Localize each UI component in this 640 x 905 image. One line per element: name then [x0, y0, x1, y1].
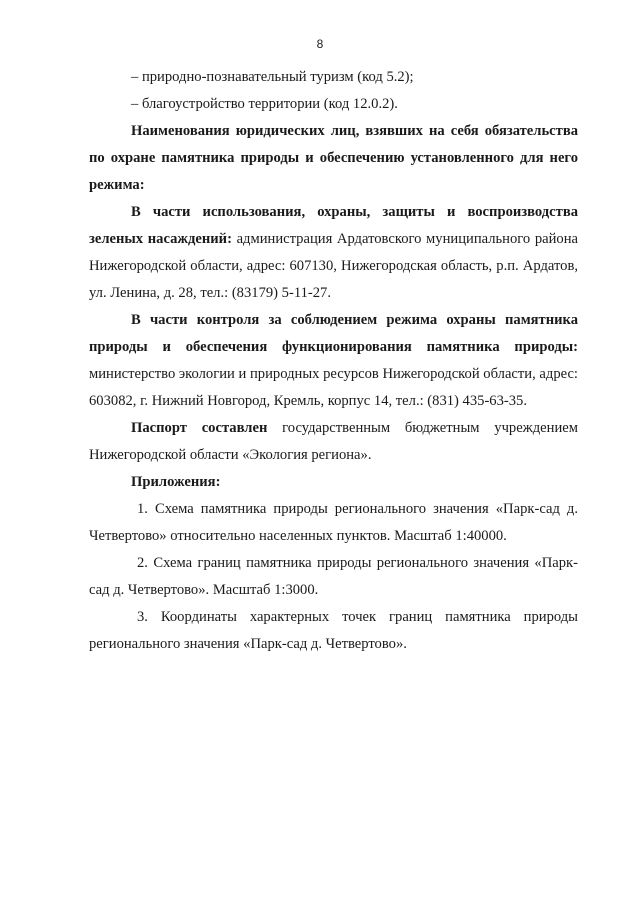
- passport-paragraph: [89, 415, 578, 469]
- control-text: министерство экологии и природных ресурсов Нижегородской области, адрес: 603082, г. Нижний Новгород, Кремль, корпус 14, тел.: (831) 435-63-35.: [89, 366, 578, 409]
- list-item-tourism: – природно-познавательный туризм (код 5.2);: [131, 69, 414, 85]
- appendices-heading: [89, 469, 578, 496]
- legal-entities-heading-text: Наименования юридических лиц, взявших на себя обязательства по охране памятника природы и обеспечению установленного для него режима:: [89, 123, 578, 193]
- greenery-text: администрация Ардатовского муниципального района Нижегородской области, адрес: 607130, Нижегородская область, р.п. Ардатов, ул. Ленина, д. 28, тел.: (83179) 5-11-27.: [89, 231, 578, 301]
- appendices-heading-text: Приложения:: [131, 474, 221, 490]
- legal-entities-heading: [89, 118, 578, 199]
- control-paragraph: [89, 307, 578, 415]
- appendix-item-3: 3. Координаты характерных точек границ памятника природы регионального значения «Парк-сад д. Четвертово».: [89, 609, 578, 652]
- greenery-bold: В части использования, охраны, защиты и воспроизводства зеленых насаждений:: [89, 204, 578, 247]
- control-bold: В части контроля за соблюдением режима охраны памятника природы и обеспечения функционирования памятника природы:: [89, 312, 578, 355]
- passport-bold: Паспорт составлен: [131, 420, 268, 436]
- appendix-item-2: 2. Схема границ памятника природы регионального значения «Парк-сад д. Четвертово». Масштаб 1:3000.: [89, 555, 578, 598]
- greenery-paragraph: [89, 199, 578, 307]
- page-number: 8: [316, 37, 324, 51]
- page-content: [89, 64, 578, 658]
- list-item-landscaping: – благоустройство территории (код 12.0.2).: [131, 96, 398, 112]
- passport-text: государственным бюджетным учреждением Нижегородской области «Экология региона».: [89, 420, 578, 463]
- appendix-item-1: 1. Схема памятника природы регионального значения «Парк-сад д. Четвертово» относительно населенных пунктов. Масштаб 1:40000.: [89, 501, 578, 544]
